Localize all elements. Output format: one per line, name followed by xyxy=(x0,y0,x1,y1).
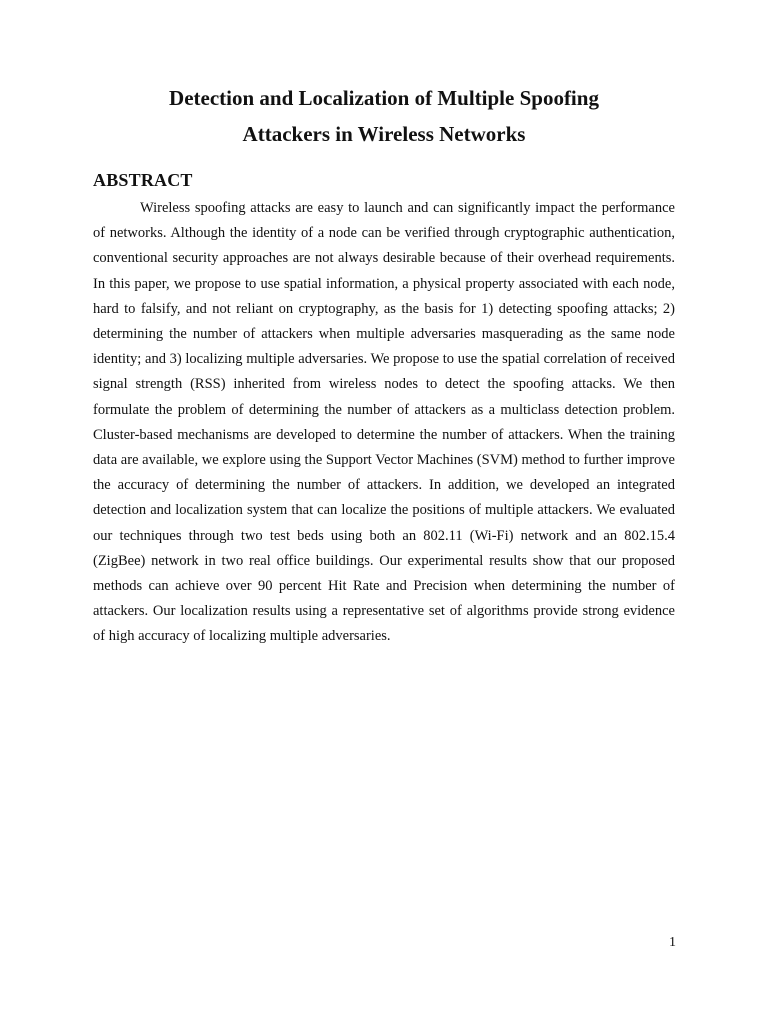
paper-title-line-1: Detection and Localization of Multiple Spoofing xyxy=(169,86,599,110)
paper-title xyxy=(60,80,708,152)
abstract-paragraph: Wireless spoofing attacks are easy to launch and can significantly impact the performance of networks. Although the identity of a node can be verified through cryptographic authentication, conventional security approaches are not always desirable because of their overhead requirements. In this paper, we propose to use spatial information, a physical property associated with each node, hard to falsify, and not reliant on cryptography, as the basis for 1) detecting spoofing attacks; 2) determining the number of attackers when multiple adversaries masquerading as the same node identity; and 3) localizing multiple adversaries. We propose to use the spatial correlation of received signal strength (RSS) inherited from wireless nodes to detect the spoofing attacks. We then formulate the problem of determining the number of attackers as a multiclass detection problem. Cluster-based mechanisms are developed to determine the number of attackers. When the training data are available, we explore using the Support Vector Machines (SVM) method to further improve the accuracy of determining the number of attackers. In addition, we developed an integrated detection and localization system that can localize the positions of multiple attackers. We evaluated our techniques through two test beds using both an 802.11 (Wi-Fi) network and an 802.15.4 (ZigBee) network in two real office buildings. Our experimental results show that our proposed methods can achieve over 90 percent Hit Rate and Precision when determining the number of attackers. Our localization results using a representative set of algorithms provide strong evidence of high accuracy of localizing multiple adversaries. xyxy=(93,200,675,645)
abstract-heading: ABSTRACT xyxy=(93,170,193,190)
paper-title-line-2: Attackers in Wireless Networks xyxy=(242,122,526,146)
page-number: 1 xyxy=(669,935,676,950)
